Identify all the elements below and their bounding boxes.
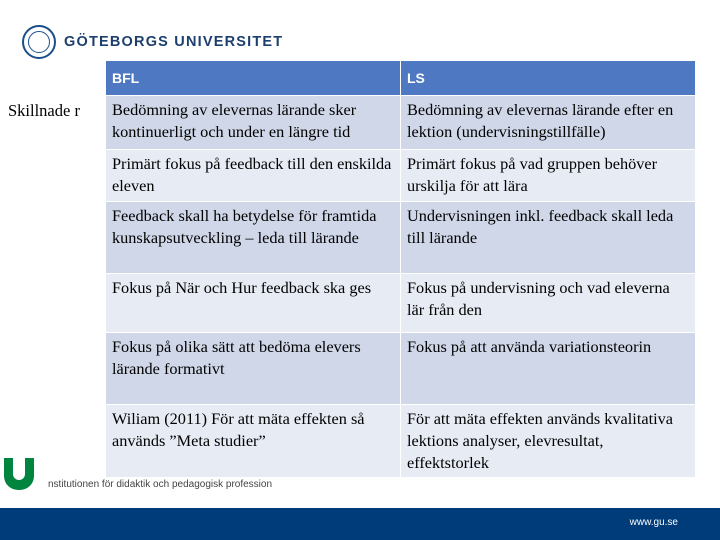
table-cell: Bedömning av elevernas lärande sker kontinuerligt och under en längre tid — [106, 96, 401, 150]
footer-bar — [0, 508, 720, 540]
table-row — [106, 333, 696, 405]
table-cell: Wiliam (2011) För att mäta effekten så används ”Meta studier” — [106, 405, 401, 478]
comparison-table — [105, 60, 696, 478]
table-row — [106, 202, 696, 274]
table-cell: För att mäta effekten används kvalitativa lektions analyser, elevresultat, effektstorlek — [401, 405, 696, 478]
side-label: Skillnade r — [8, 101, 80, 120]
table-row — [106, 150, 696, 202]
table-cell: Fokus på När och Hur feedback ska ges — [106, 274, 401, 333]
table-row — [106, 96, 696, 150]
website-link[interactable]: www.gu.se — [629, 517, 678, 528]
header — [22, 22, 283, 62]
column-header-bfl: BFL — [106, 61, 401, 96]
table-cell: Undervisningen inkl. feedback skall leda till lärande — [401, 202, 696, 274]
table-cell: Feedback skall ha betydelse för framtida kunskapsutveckling – leda till lärande — [106, 202, 401, 274]
institution-logo-icon — [0, 458, 38, 496]
column-header-ls: LS — [401, 61, 696, 96]
table-cell: Bedömning av elevernas lärande efter en lektion (undervisningstillfälle) — [401, 96, 696, 150]
table-row — [106, 405, 696, 478]
institution-name: nstitutionen för didaktik och pedagogisk profession — [48, 479, 273, 490]
university-name: GÖTEBORGS UNIVERSITET — [64, 34, 284, 50]
table-header-row — [106, 61, 696, 96]
table-row — [106, 274, 696, 333]
table-cell: Primärt fokus på vad gruppen behöver urskilja för att lära — [401, 150, 696, 202]
table-cell: Primärt fokus på feedback till den enskilda eleven — [106, 150, 401, 202]
table-cell: Fokus på att använda variationsteorin — [401, 333, 696, 405]
table-cell: Fokus på olika sätt att bedöma elevers lärande formativt — [106, 333, 401, 405]
university-seal-icon — [22, 25, 56, 59]
table-cell: Fokus på undervisning och vad eleverna lär från den — [401, 274, 696, 333]
